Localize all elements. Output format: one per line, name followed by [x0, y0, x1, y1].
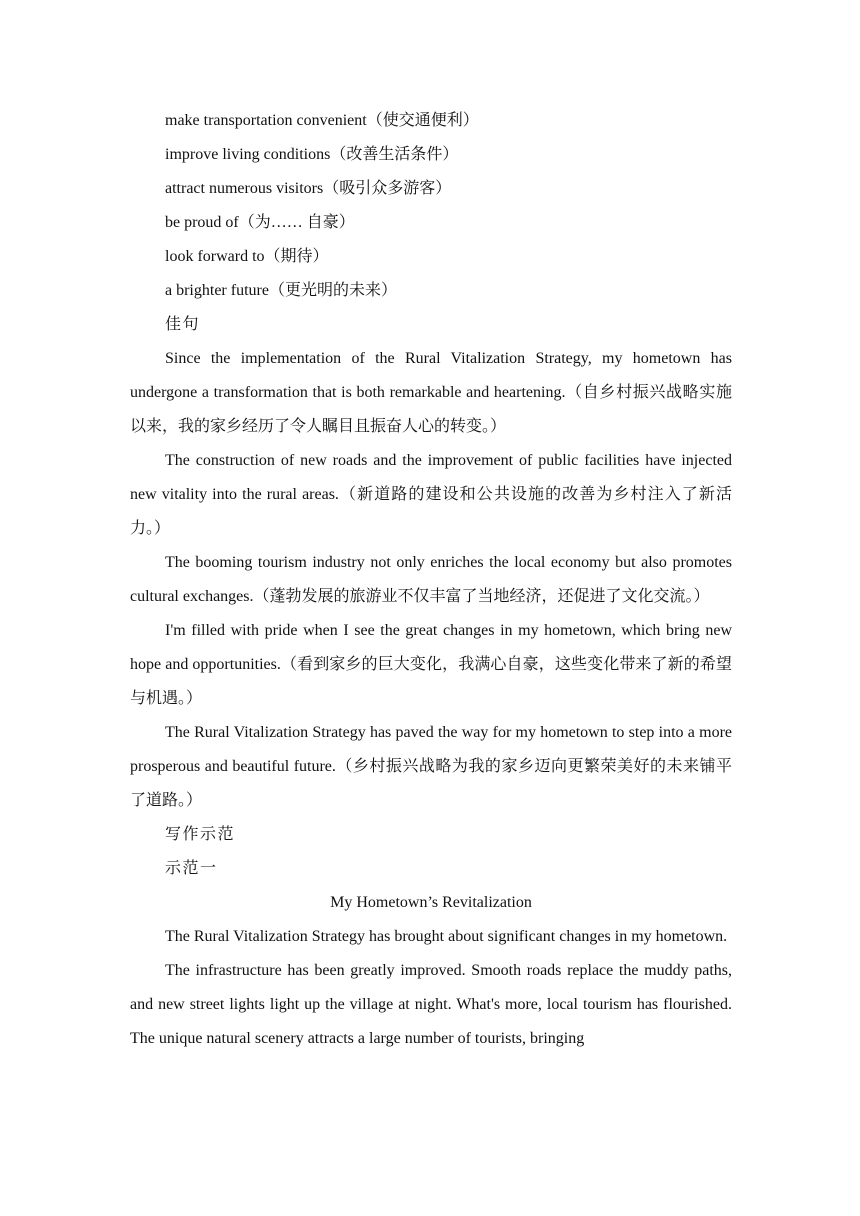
- sentence-item: I'm filled with pride when I see the great changes in my hometown, which bring new hope and opportunities.（看到家乡的巨大变化，我满心自豪，这些变化带来了新的希望与机遇。）: [130, 622, 732, 707]
- section-heading-good-sentences: 佳句: [165, 316, 201, 333]
- phrase-item: attract numerous visitors（吸引众多游客）: [165, 180, 452, 197]
- phrase-item: a brighter future（更光明的未来）: [165, 282, 397, 299]
- sentence-item: The construction of new roads and the improvement of public facilities have injected new vitality into the rural areas.（新道路的建设和公共设施的改善为乡村注入了新活力。）: [130, 452, 732, 537]
- sample-label: 示范一: [165, 860, 218, 877]
- phrase-item: be proud of（为…… 自豪）: [165, 214, 355, 231]
- sentence-item: The Rural Vitalization Strategy has paved the way for my hometown to step into a more prosperous and beautiful future.（乡村振兴战略为我的家乡迈向更繁荣美好的未来铺平了道路。）: [130, 724, 732, 809]
- sentence-item: The booming tourism industry not only enriches the local economy but also promotes cultural exchanges.（蓬勃发展的旅游业不仅丰富了当地经济，还促进了文化交流。）: [130, 554, 732, 605]
- essay-paragraph: The infrastructure has been greatly improved. Smooth roads replace the muddy paths, and new street lights light up the village at night. What's more, local tourism has flourished. The unique natural scenery attracts a large number of tourists, bringing: [130, 962, 732, 1047]
- essay-title: My Hometown’s Revitalization: [330, 894, 532, 911]
- document-content: [130, 104, 732, 1056]
- phrase-item: look forward to（期待）: [165, 248, 329, 265]
- sentence-item: Since the implementation of the Rural Vitalization Strategy, my hometown has undergone a transformation that is both remarkable and heartening.（自乡村振兴战略实施以来，我的家乡经历了令人瞩目且振奋人心的转变。）: [130, 350, 732, 435]
- phrase-item: make transportation convenient（使交通便利）: [165, 112, 479, 129]
- essay-paragraph: The Rural Vitalization Strategy has brought about significant changes in my hometown.: [165, 928, 728, 945]
- section-heading-writing-sample: 写作示范: [165, 826, 236, 843]
- phrase-item: improve living conditions（改善生活条件）: [165, 146, 459, 163]
